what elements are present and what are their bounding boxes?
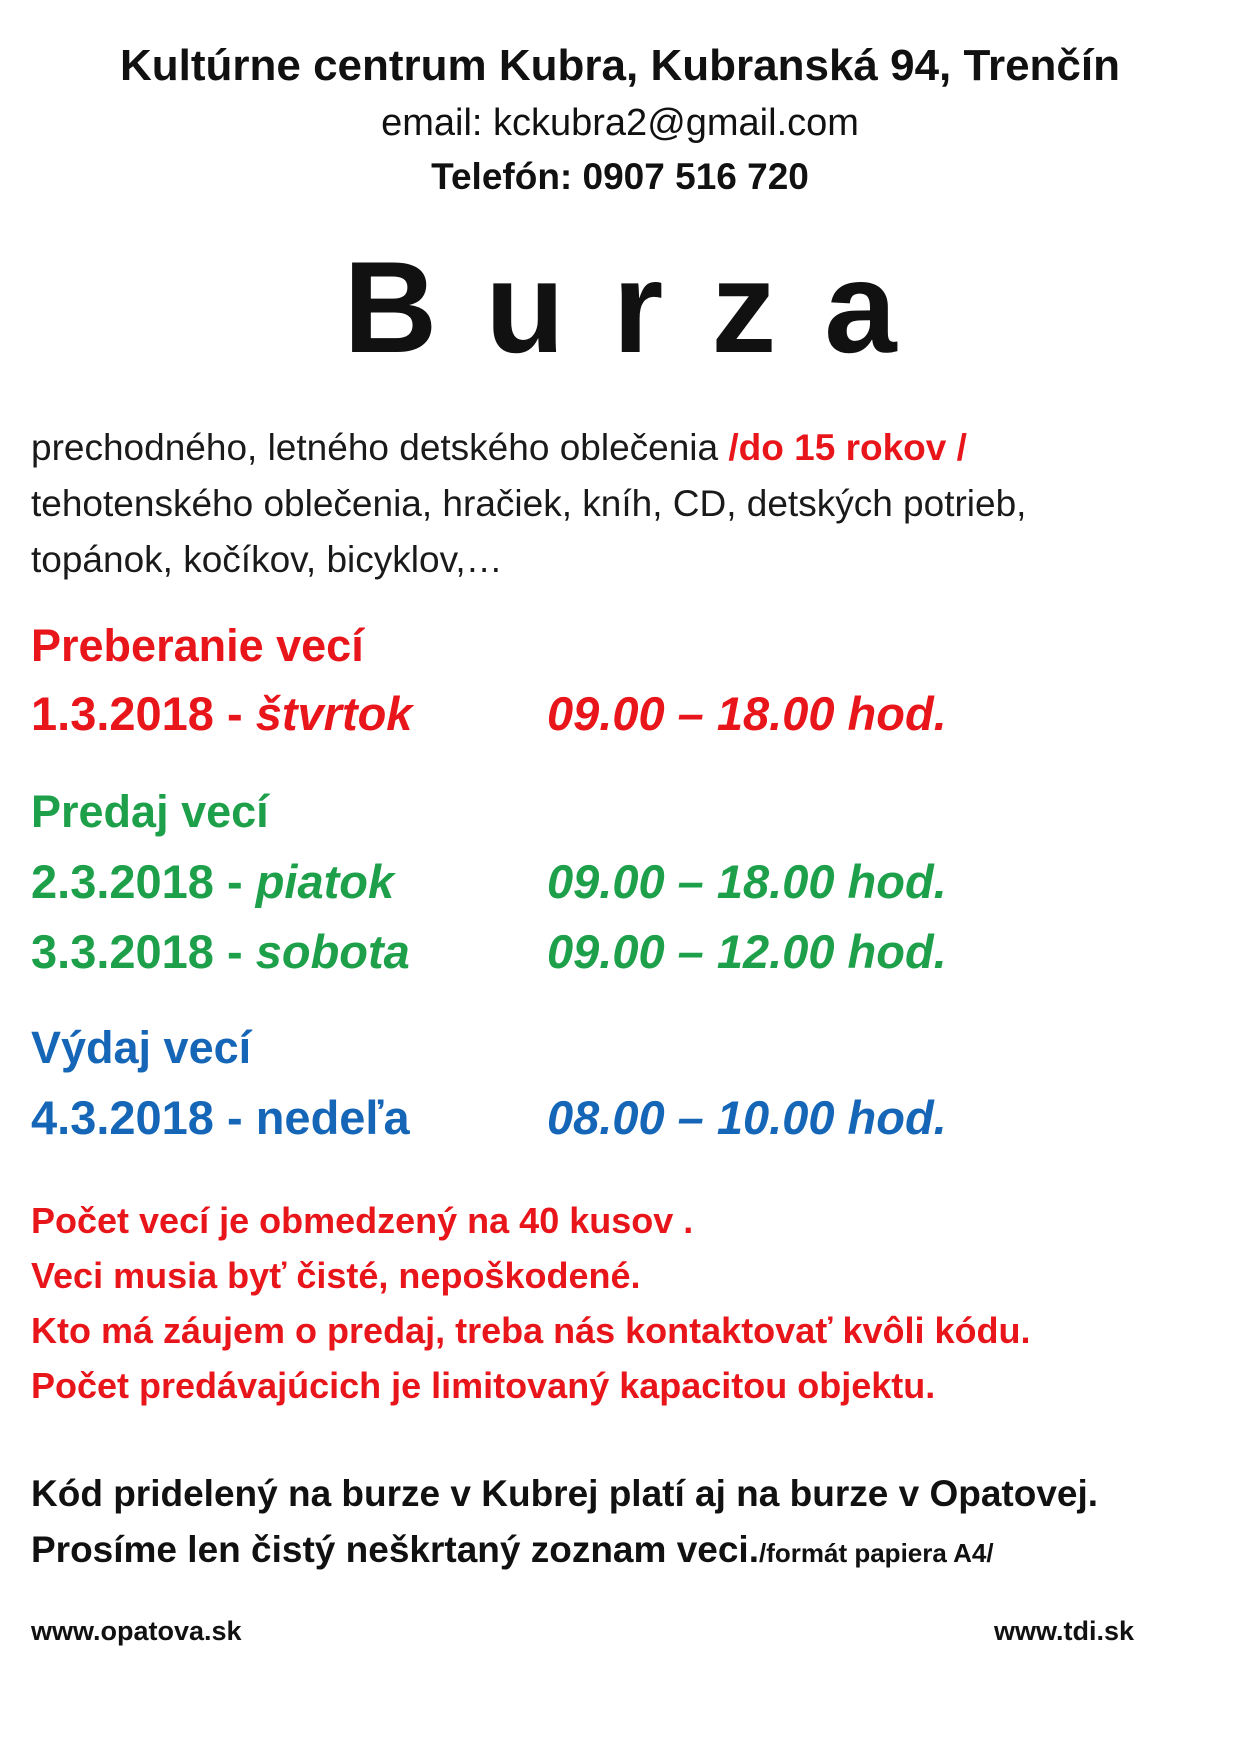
note-item-contact: Kto má záujem o predaj, treba nás kontaktovať kvôli kódu. (31, 1310, 1031, 1351)
schedule-date (31, 682, 412, 746)
contact-email: email: kckubra2@gmail.com (381, 102, 859, 144)
date-text: 4.3.2018 - (31, 1091, 256, 1144)
section-heading-pickup: Výdaj vecí (31, 1022, 252, 1073)
schedule-time: 09.00 – 18.00 hod. (547, 855, 947, 908)
paper-format: /formát papiera A4/ (759, 1538, 994, 1568)
section-heading-sale: Predaj vecí (31, 786, 269, 837)
day-text: piatok (255, 855, 395, 908)
event-title: Burza (343, 234, 945, 380)
footer-note-list (31, 1522, 994, 1581)
venue-title: Kultúrne centrum Kubra, Kubranská 94, Trenčín (119, 41, 1120, 90)
schedule-time: 08.00 – 10.00 hod. (547, 1091, 947, 1144)
footer-note-code: Kód pridelený na burze v Kubrej platí aj na burze v Opatovej. (31, 1473, 1099, 1514)
schedule-date (31, 920, 410, 984)
note-item-capacity: Počet predávajúcich je limitovaný kapacitou objektu. (31, 1365, 936, 1406)
schedule-time: 09.00 – 18.00 hod. (547, 687, 947, 740)
section-heading-receiving: Preberanie vecí (31, 620, 364, 671)
link-tdi[interactable]: www.tdi.sk (994, 1616, 1135, 1646)
description-text: prechodného, letného detského oblečenia (31, 427, 729, 468)
age-limit: /do 15 rokov / (728, 427, 967, 468)
date-text: 2.3.2018 - (31, 855, 256, 908)
description-line-1 (31, 420, 967, 476)
note-item-condition: Veci musia byť čisté, nepoškodené. (31, 1255, 641, 1296)
day-text: štvrtok (255, 687, 413, 740)
schedule-date (31, 850, 394, 914)
day-text: nedeľa (255, 1091, 410, 1144)
description-line-3: topánok, kočíkov, bicyklov,… (31, 539, 503, 580)
schedule-time: 09.00 – 12.00 hod. (547, 925, 947, 978)
description-line-2: tehotenského oblečenia, hračiek, kníh, CD, detských potrieb, (31, 483, 1027, 524)
schedule-date (31, 1086, 410, 1150)
day-text: sobota (255, 925, 410, 978)
date-text: 3.3.2018 - (31, 925, 256, 978)
link-opatova[interactable]: www.opatova.sk (31, 1616, 242, 1646)
list-instruction: Prosíme len čistý neškrtaný zoznam veci. (31, 1529, 759, 1570)
contact-phone: Telefón: 0907 516 720 (431, 156, 809, 197)
date-text: 1.3.2018 - (31, 687, 256, 740)
note-item-limit: Počet vecí je obmedzený na 40 kusov . (31, 1200, 694, 1241)
